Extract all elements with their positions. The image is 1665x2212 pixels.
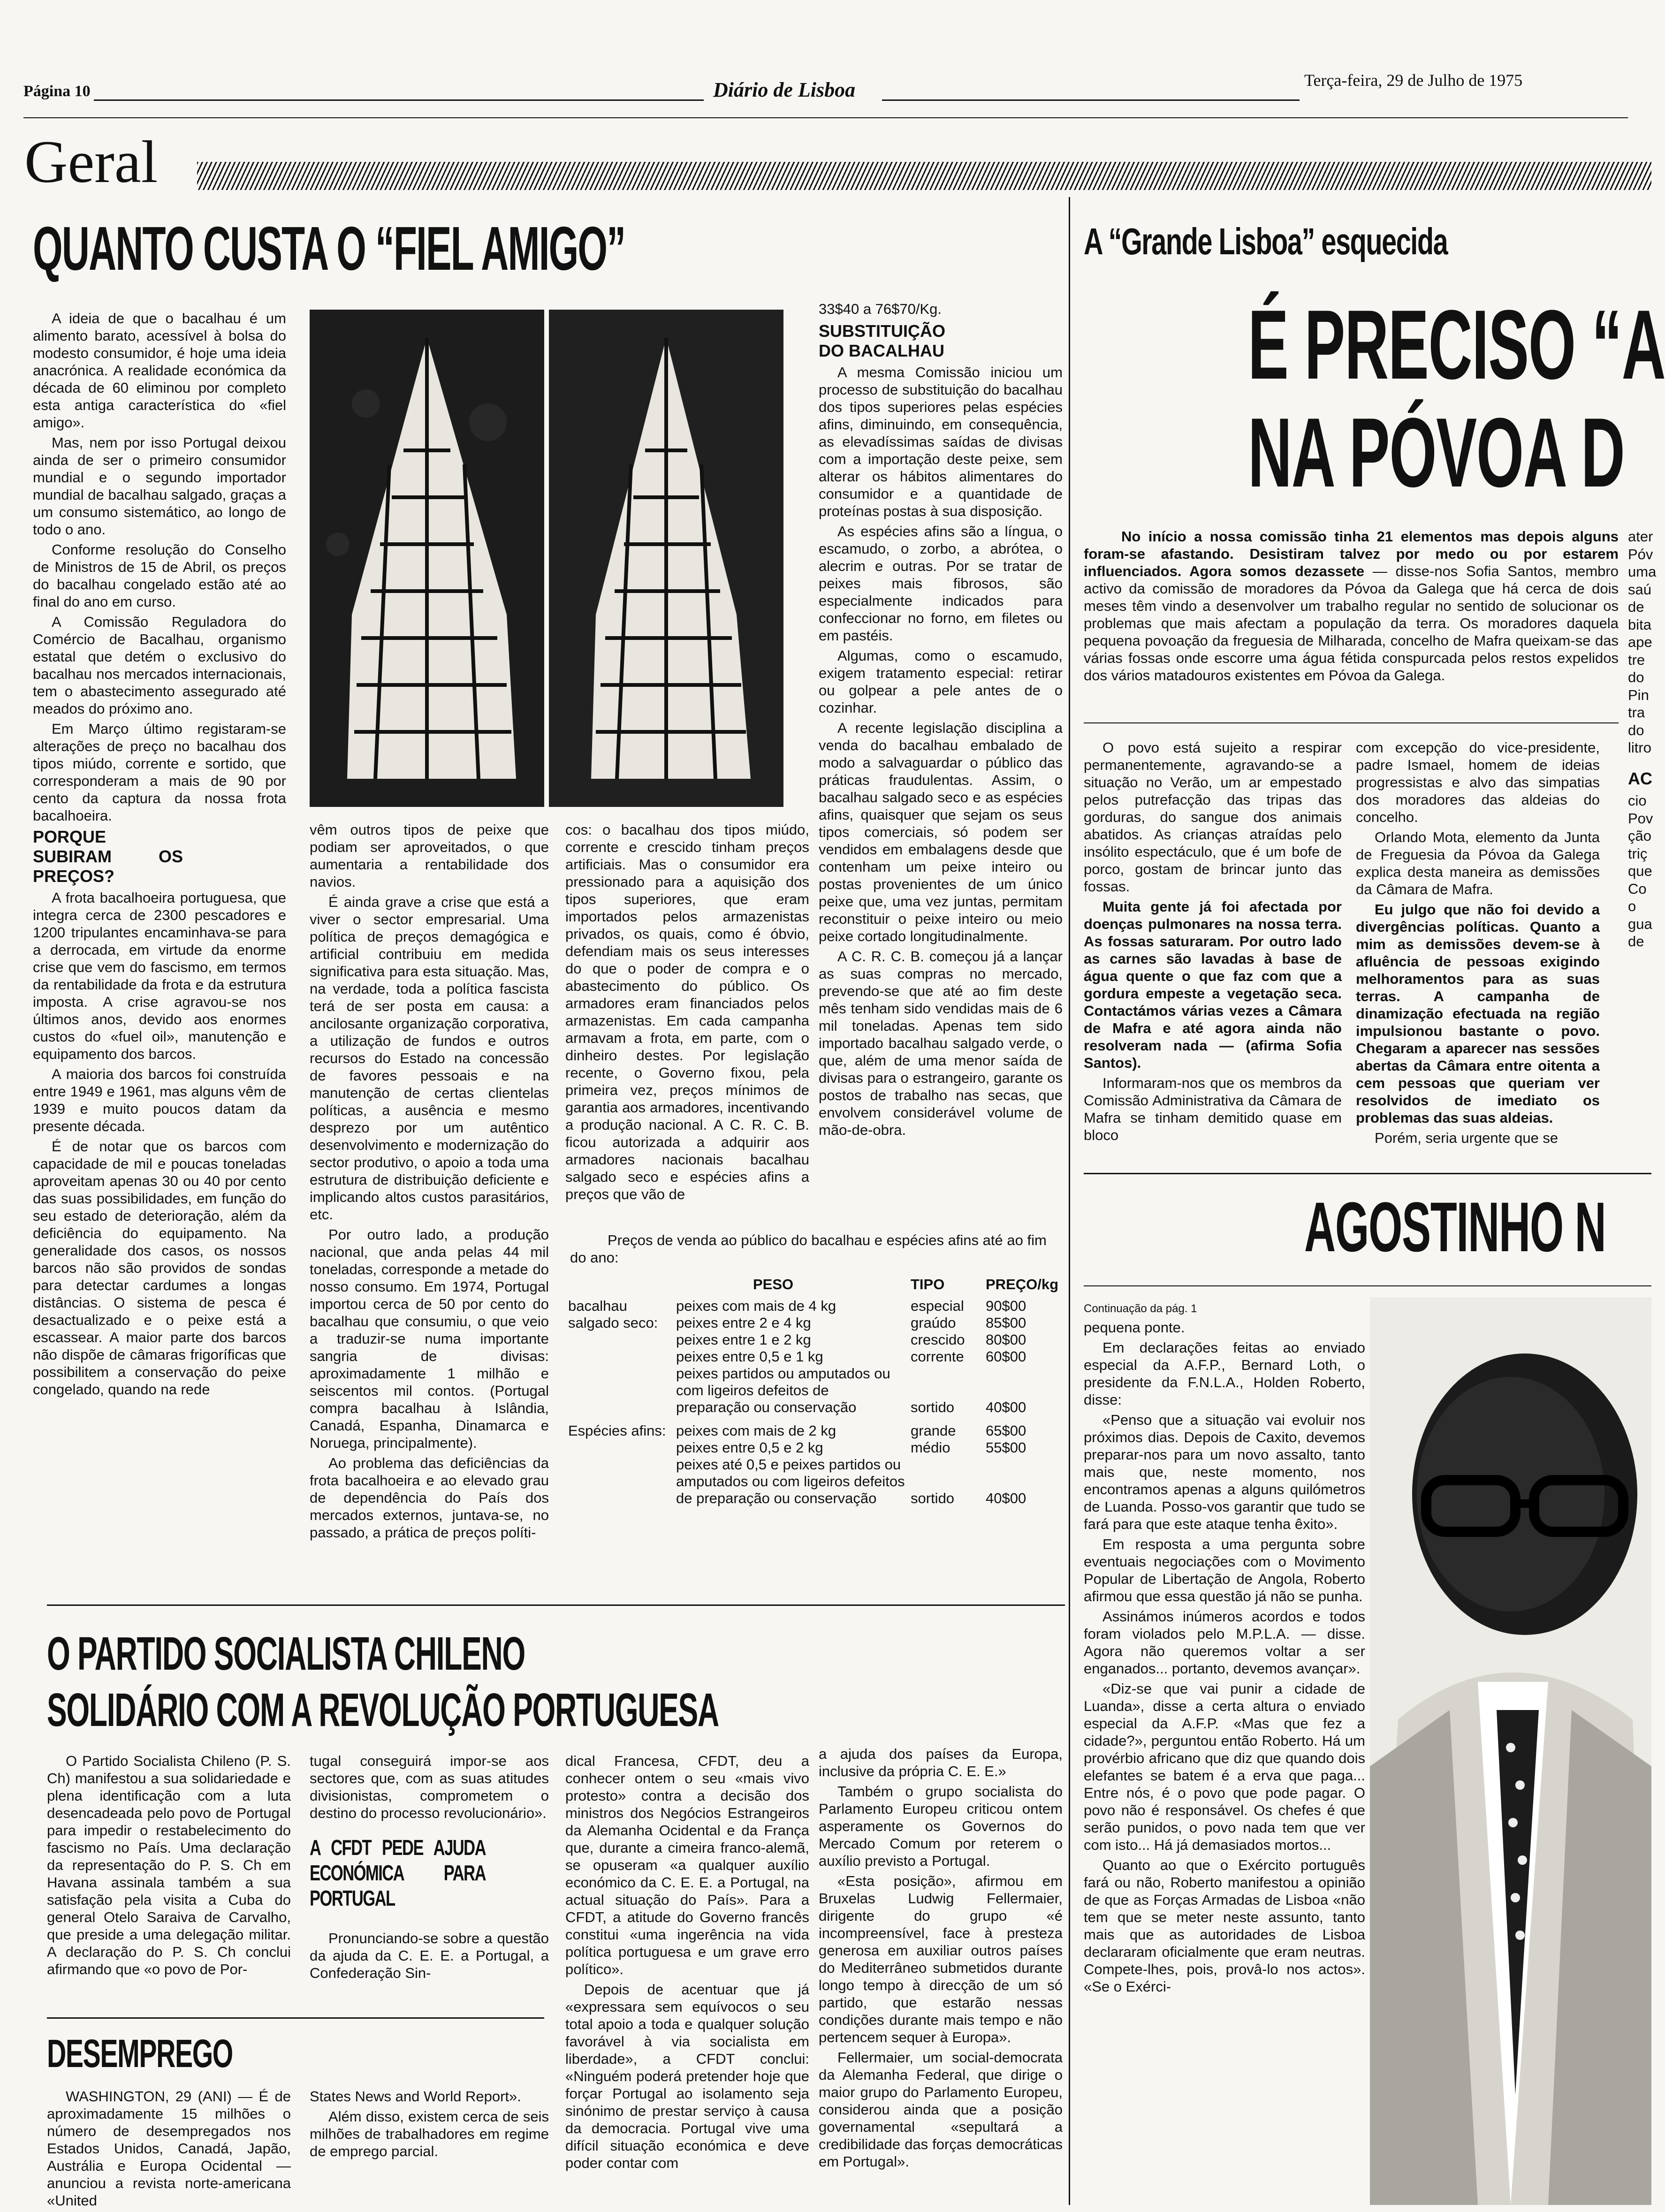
subheading-substituicao: SUBSTITUIÇÃO DO BACALHAU (819, 321, 945, 360)
paragraph: Algumas, como o escamudo, exigem tratamento especial: retirar ou golpear a pele antes de o cozinhar. (819, 647, 1063, 716)
headline-rule (1084, 1285, 1651, 1286)
fragment: Póv (1628, 546, 1653, 563)
paragraph: Por outro lado, a produção nacional, que anda pelas 44 mil toneladas, corresponde a metade do nosso consumo. Em 1974, Portugal importou cerca de 50 por cento do bacalhau que consumiu, o que veio a traduzir-se numa importante sangria de divisas: aproximadamente 1 milhão e seiscentos mil contos. (Portugal compra bacalhau à Islândia, Canadá, Espanha, Dinamarca e Noruega, principalmente). (310, 1226, 549, 1451)
fragment: ater (1628, 528, 1653, 545)
subheading-cfdt (310, 1835, 486, 1911)
paragraph: Informaram-nos que os membros da Comissão Administrativa da Câmara de Mafra se tinham demitido quase em bloco (1084, 1075, 1342, 1143)
cell-peso: peixes com mais de 2 kg (676, 1422, 836, 1439)
subheading-porque-subiram: PORQUE SUBIRAM OS PREÇOS? (33, 827, 183, 886)
paragraph: Além disso, existem cerca de seis milhões de trabalhadores em regime de emprego parcial. (310, 2108, 549, 2159)
cell-peso: peixes com mais de 4 kg (676, 1298, 836, 1314)
paragraph: Pronunciando-se sobre a questão da ajuda da C. E. E. a Portugal, a Confederação Sin- (310, 1930, 549, 1981)
fragment: tra (1628, 704, 1645, 721)
table-row (565, 1416, 1067, 1439)
fragment-heading: AC (1628, 768, 1652, 788)
desemprego-col2 (310, 2088, 549, 2163)
chileno-col3 (565, 1752, 809, 2174)
article-headline-bacalhau: QUANTO CUSTA O “FIEL AMIGO” (33, 214, 625, 283)
continuation-note: Continuação da pág. 1 (1084, 1302, 1197, 1315)
paragraph: A recente legislação disciplina a venda do bacalhau embalado de modo a salvaguardar o público das práticas fraudulentas. Assim, o bacalhau salgado seco e as espécies afins, quaisquer que sejam os seus tipos comerciais, só podem ser vendidos em embalagens desde que contenham um peixe inteiro ou postas provenientes de um único peixe que, uma vez juntas, permitam reconstituir o peixe inteiro ou meio peixe cortado longitudinalmente. (819, 720, 1063, 944)
fragment: litro (1628, 739, 1651, 756)
fragment: de (1628, 599, 1644, 615)
paragraph: O Partido Socialista Chileno (P. S. Ch) manifestou a sua solidariedade e plena identificação com a luta desencadeada pelo povo de Portugal para impedir o restabelecimento do fascismo no País. Uma declaração da representação do P. S. Ch em Havana assinala também a sua satisfação pela visita a Cuba do general Otelo Saraiva de Carvalho, que preside a uma delegação militar. A declaração do P. S. Ch conclui afirmando que «o povo de Por- (47, 1753, 291, 1977)
paragraph: Ao problema das deficiências da frota bacalhoeira e ao elevado grau de dependência do País dos mercados externos, juntava-se, no passado, a prática de preços políti- (310, 1455, 549, 1541)
bacalhau-col2 (310, 821, 549, 1544)
col-header-preco: PREÇO/kg (986, 1276, 1059, 1292)
paragraph: A ideia de que o bacalhau é um alimento barato, acessível à bolsa do modesto consumidor, é hoje uma ideia anacrónica. A realidade económica da década de 60 eliminou por completo esta antiga característica do «fiel amigo». (33, 310, 286, 431)
cell-preco: 80$00 (986, 1331, 1026, 1348)
paragraph: «Penso que a situação vai evoluir nos próximos dias. Depois de Caxito, devemos preparar-nos para um novo assalto, tanto mais que, neste momento, nos encontramos apenas a alguns quilómetros de Luanda. Posso-vos garantir que tudo se fará para que este ataque tenha êxito». (1084, 1412, 1365, 1532)
masthead-rule-left (94, 99, 704, 101)
issue-date: Terça-feira, 29 de Julho de 1975 (1304, 71, 1523, 90)
price-table (565, 1276, 1067, 1507)
cell-tipo: sortido (911, 1490, 955, 1506)
kicker-grande-lisboa: A “Grande Lisboa” esquecida (1084, 220, 1448, 262)
chileno-col2 (310, 1752, 549, 1984)
paragraph: A C. R. C. B. começou já a lançar as suas compras no mercado, prevendo-se que até ao fim deste mês tenham sido vendidas mais de 6 mil toneladas. Apenas tem sido importado bacalhau salgado verde, o que, além de uma menor saída de divisas para o estrangeiro, garante os postos de trabalho nas secas, que envolvem considerável volume de mão-de-obra. (819, 948, 1063, 1138)
table-row (565, 1298, 1067, 1315)
agostinho-col (1084, 1302, 1365, 1998)
desemprego-col1 (47, 2088, 291, 2212)
paragraph: Em resposta a uma pergunta sobre eventuais negociações com o Movimento Popular de Libertação de Angola, Roberto afirmou que essa questão já não se punha. (1084, 1536, 1365, 1604)
cell-peso: peixes entre 0,5 e 2 kg (676, 1439, 823, 1456)
photo-dried-cod-left (310, 310, 544, 807)
price-table-caption: Preços de venda ao público do bacalhau e espécies afins até ao fim do ano: (570, 1232, 1047, 1266)
paragraph-bold: Eu julgo que não foi devido a divergências políticas. Quanto a mim as demissões devem-se à afluência de pessoas exigindo melhoramentos para as suas terras. A campanha de dinamização efectuada na região impulsionou bastante o povo. Chegaram a aparecer nas sessões abertas da Câmara entre oitenta a cem pessoas que queriam ver resolvidos de imediato os problemas das suas aldeias. (1356, 901, 1600, 1126)
cell-peso: peixes partidos ou amputados ou com ligeiros defeitos de preparação ou conservação (676, 1365, 890, 1415)
col-header-peso: PESO (753, 1276, 794, 1292)
group-label: Espécies afins: (568, 1422, 666, 1439)
subheading-cfdt-text: A CFDT PEDE AJUDA ECONÓMICA PARA PORTUGAL (310, 1835, 486, 1910)
headline-e-preciso: É PRECISO “A (1248, 289, 1665, 400)
paragraph: pequena ponte. (1084, 1319, 1185, 1336)
photo-holden-roberto (1370, 1297, 1651, 2205)
headline-desemprego: DESEMPREGO (47, 2031, 233, 2075)
paragraph-bold: Muita gente já foi afectada por doenças pulmonares na nossa terra. As fossas saturaram. Por outro lado as carnes são lavadas à base de água quente o que faz com que a gordura empeste a vegetação seca. Contactámos várias vezes a Câmara de Mafra e até agora ainda não resolveram nada — (afirma Sofia Santos). (1084, 898, 1342, 1071)
paragraph: Em declarações feitas ao enviado especial da A.F.P., Bernard Loth, o presidente da F.N.L.A., Holden Roberto, disse: (1084, 1339, 1365, 1408)
column-divider (1069, 197, 1070, 2205)
paragraph: Conforme resolução do Conselho de Ministros de 15 de Abril, os preços do bacalhau congelado estão até ao final do ano em curso. (33, 541, 286, 610)
headline-partido-socialista-1: O PARTIDO SOCIALISTA CHILENO (47, 1627, 525, 1680)
cell-peso: peixes entre 1 e 2 kg (676, 1331, 811, 1348)
fragment: uma (1628, 563, 1657, 580)
paragraph: Fellermaier, um social-democrata da Alemanha Federal, que dirige o maior grupo do Parlamento Europeu, considerou ainda que a posição governamental «sepultará a credibilidade das forças democráticas em Portugal». (819, 2049, 1063, 2170)
headline-partido-socialista-2: SOLIDÁRIO COM A REVOLUÇÃO PORTUGUESA (47, 1684, 719, 1736)
section-label: Geral (24, 129, 158, 195)
paragraph: Depois de acentuar que já «expressara sem equívocos o seu total apoio a toda e qualquer solução favorável à via socialista em liberdade», a CFDT conclui: «Ninguém poderá pretender hoje que forçar Portugal ao isolamento seja sinónimo de prestar serviço à causa da democracia. Portugal vive uma difícil situação económica e deve poder contar com (565, 1981, 809, 2171)
cell-tipo: graúdo (911, 1315, 956, 1331)
fragment: Co (1628, 880, 1647, 897)
fragment: gua (1628, 915, 1652, 932)
paragraph: «Diz-se que vai punir a cidade de Luanda», disse a certa altura o enviado especial da A.F.P. «Mas que fez a cidade?», perguntou então Roberto. Há um provérbio africano que diz que quando dois elefantes se batem é a erva que paga... Entre nós, é o povo que pode pagar. O povo não é responsável. Os chefes é que serão punidos, o povo nada tem que ver com isto... Há já demasiados mortos... (1084, 1680, 1365, 1853)
paragraph: Quanto ao que o Exército português fará ou não, Roberto manifestou a opinião de que as Forças Armadas de Lisboa «não tem que se meter neste assunto, tanto mais que as autoridades de Lisboa declararam oficialmente que eram neutras. Compete-lhes, pois, provâ-lo nos actos». «Se o Exérci- (1084, 1857, 1365, 1995)
paragraph: As espécies afins são a língua, o escamudo, o zorbo, a abrótea, o alecrim e outras. Por se tratar de peixes mais fibrosos, são especialmente indicados para confeccionar no forno, em filetes ou em pastéis. (819, 523, 1063, 644)
paragraph: «Esta posição», afirmou em Bruxelas Ludwig Fellermaier, dirigente do grupo «é incompreensível, face à presteza generosa em auxiliar outros países do Mediterrâneo submetidos durante longo tempo à direcção de um só partido, que estarão nessas condições durante mais tempo e não pertencem sequer à Europa». (819, 1873, 1063, 2045)
cutoff-column (1628, 528, 1657, 950)
paragraph: O povo está sujeito a respirar permanentemente, agravando-se a situação no Verão, um ar empestado pelos putrefacção das tripas das gorduras, do sangue dos animais abatidos. As crianças atraídas pelo insólito espectáculo, que é um bofe de porco, gostam de brincar junto das fossas. (1084, 739, 1342, 895)
paragraph: Mas, nem por isso Portugal deixou ainda de ser o primeiro consumidor mundial e o segundo importador mundial de bacalhau salgado, graças a um consumo sistemático, ao longo de todo o ano. (33, 434, 286, 538)
cell-peso: peixes entre 2 e 4 kg (676, 1315, 811, 1331)
paragraph: WASHINGTON, 29 (ANI) — É de aproximadamente 15 milhões o número de desempregados nos Estados Unidos, Canadá, Japão, Austrália e Europa Ocidental — anunciou a revista norte-americana «United (47, 2088, 291, 2209)
chileno-col4 (819, 1745, 1063, 2173)
cell-preco: 40$00 (986, 1490, 1026, 1506)
bacalhau-col1 (33, 310, 286, 1401)
cell-peso: peixes até 0,5 e peixes partidos ou amputados ou com ligeiros defeitos de preparação ou conservação (676, 1456, 905, 1506)
paragraph: É de notar que os barcos com capacidade de mil e poucas toneladas aproveitam apenas 30 ou 40 por cento das suas possibilidades, em função do seu estado de deterioração, além da deficiência do equipamento. Na generalidade dos casos, os nossos barcos não são providos de sondas para detectar cardumes a longas distâncias. O sistema de pesca é desactualizado e o peixe está a escassear. A maior parte dos barcos não dispõe de câmaras frigoríficas que possibilitem a conservação do peixe congelado, quando na rede (33, 1138, 286, 1398)
povoa-lede (1084, 528, 1619, 687)
paragraph: States News and World Report». (310, 2088, 521, 2105)
fragment: bita (1628, 616, 1651, 633)
fragment: ape (1628, 634, 1652, 650)
paper-name: Diário de Lisboa (713, 78, 856, 101)
cell-preco: 90$00 (986, 1298, 1026, 1314)
price-range: 33$40 a 76$70/Kg. (819, 301, 942, 317)
paragraph: Em Março último registaram-se alterações de preço no bacalhau dos tipos miúdo, corrente e sortido, que corresponderam a mais de 90 por cento da captura da nossa frota bacalhoeira. (33, 721, 286, 824)
paragraph: É ainda grave a crise que está a viver o sector empresarial. Uma política de preços demagógica e artificial contribuiu em medida significativa para esta situação. Mas, na verdade, toda a política fascista terá de ser posta em causa: a ancilosante organização corporativa, a utilização de fundos e outros recursos do Estado na concessão de favores pessoais e na manutenção de certas clientelas políticas, a ausência e mesmo desprezo por um autêntico desenvolvimento e modernização do sector produtivo, o apoio a toda uma estrutura de distribuição deficiente e implicando altos custos parasitários, etc. (310, 894, 549, 1223)
paragraph: A Comissão Reguladora do Comércio de Bacalhau, organismo estatal que detém o exclusivo do bacalhau nos mercados internacionais, tem o abastecimento assegurado até meados do próximo ano. (33, 614, 286, 717)
povoa-col2 (1356, 739, 1600, 1149)
cell-tipo: médio (911, 1439, 950, 1456)
masthead-bottom-rule (23, 117, 1628, 118)
paragraph: Também o grupo socialista do Parlamento Europeu criticou ontem asperamente os Governos do Mercado Comum por reterem o auxílio previsto a Portugal. (819, 1783, 1063, 1869)
paragraph: tugal conseguirá impor-se aos sectores que, com as suas atitudes divisionistas, comprometem o destino do processo revolucionário». (310, 1753, 549, 1821)
fragment: triç (1628, 845, 1648, 862)
fragment: Pov (1628, 810, 1653, 827)
lede-rule (1084, 722, 1619, 723)
paragraph: cos: o bacalhau dos tipos miúdo, corrente e crescido tinham preços artificiais. Mas o consumidor era pressionado para a aquisição dos tipos superiores, que eram importados pelos armazenistas privados, os quais, como é óbvio, defendiam mais os seus interesses do que o poder de compra e o abastecimento do público. Os armadores eram financiados pelos armazenistas. Em cada campanha armavam a frota, em parte, com o dinheiro destes. Por legislação recente, o Governo fixou, pela primeira vez, preços mínimos de garantia aos armadores, incentivando a produção nacional. A C. R. C. B. ficou autorizada a adquirir aos armadores nacionais bacalhau salgado seco e espécies afins a preços que vão de (565, 821, 809, 1202)
paragraph: A maioria dos barcos foi construída entre 1949 e 1961, mas alguns vêm de 1939 e muito poucos datam da presente década. (33, 1066, 286, 1134)
paragraph: A frota bacalhoeira portuguesa, que integra cerca de 2300 pescadores e 1200 tripulantes encaminhava-se para a derrocada, em virtude da enorme crise que vem do fascismo, em termos da rentabilidade da frota e da estrutura imposta. A crise agravou-se nos últimos anos, devido aos enormes custos do «fuel oil», manutenção e equipamento dos barcos. (33, 889, 286, 1062)
chileno-col1 (47, 1752, 291, 1981)
lede-bold (1084, 528, 1619, 684)
lede-text: — disse-nos Sofia Santos, membro activo da comissão de moradores da Póvoa da Galega que há cerca de dois meses têm vindo a desenvolver um trabalho regular no sentido de solucionar os problemas que mais afectam a população da terra. Os moradores daquela pequena povoação da freguesia de Milharada, concelho de Mafra queixam-se das várias fossas onde escorre uma água fétida conspurcada pelos restos expelidos dos vários matadouros existentes em Póvoa da Galega. (1084, 563, 1619, 684)
masthead-rule-right (882, 99, 1300, 101)
cell-preco: 65$00 (986, 1422, 1026, 1439)
cell-tipo: crescido (911, 1331, 965, 1348)
fragment: cio (1628, 792, 1647, 809)
povoa-col1 (1084, 739, 1342, 1147)
paragraph: A mesma Comissão iniciou um processo de substituição do bacalhau dos tipos superiores pelas espécies afins, diminuindo, em consequência, as elevadíssimas saídas de divisas com a importação deste peixe, sem alterar os hábitos alimentares do consumidor e a quantidade de proteínas postas à sua disposição. (819, 364, 1063, 519)
cell-tipo: especial (911, 1298, 964, 1314)
col-header-tipo: TIPO (911, 1276, 945, 1292)
fragment: do (1628, 722, 1644, 738)
headline-na-povoa: NA PÓVOA D (1248, 397, 1625, 508)
paragraph: Assinámos inúmeros acordos e todos foram violados pelo M.P.L.A. — disse. Agora não queremos voltar a ser enganados... portanto, devemos avançar». (1084, 1608, 1365, 1677)
paragraph: Orlando Mota, elemento da Junta de Freguesia da Póvoa da Galega explica desta maneira as demissões da Câmara de Mafra. (1356, 829, 1600, 897)
bacalhau-col3 (565, 821, 809, 1206)
paragraph: Porém, seria urgente que se (1375, 1130, 1559, 1146)
cell-peso: peixes entre 0,5 e 1 kg (676, 1348, 823, 1365)
group-label: bacalhau salgado seco: (568, 1298, 658, 1331)
page-number: Página 10 (23, 83, 91, 100)
cell-tipo: grande (911, 1422, 956, 1439)
article-divider-right (1084, 1173, 1651, 1174)
masthead (23, 70, 1628, 113)
lede-bold-text: No início a nossa comissão tinha 21 elementos mas depois alguns foram-se afastando. Desistiram talvez por medo ou por estarem influenciados. Agora somos dezassete (1084, 528, 1619, 579)
fragment: de (1628, 933, 1644, 950)
cell-tipo: corrente (911, 1348, 964, 1365)
cell-tipo: sortido (911, 1399, 955, 1415)
cell-preco: 60$00 (986, 1348, 1026, 1365)
photo-dried-cod-right (549, 310, 783, 807)
section-hatch (197, 162, 1651, 190)
article-divider-desemprego (47, 2017, 544, 2019)
cell-preco: 55$00 (986, 1439, 1026, 1456)
bacalhau-col4 (819, 300, 1063, 1141)
fragment: ção (1628, 828, 1651, 844)
paragraph: a ajuda dos países da Europa, inclusive da própria C. E. E.» (819, 1746, 1063, 1779)
fragment: tre (1628, 651, 1645, 668)
fragment: saú (1628, 581, 1651, 598)
cell-preco: 85$00 (986, 1315, 1026, 1331)
fragment: do (1628, 669, 1644, 685)
paragraph: dical Francesa, CFDT, deu a conhecer ontem o seu «mais vivo protesto» contra a decisão dos ministros dos Negócios Estrangeiros da Alemanha Ocidental e da França que, durante a cimeira franco-alemã, se opuseram «a qualquer auxílio económico da C. E. E. a Portugal, na actual situação do País». Para a CFDT, a atitude do Governo francês constitui «uma ingerência na vida política portuguesa e um grave erro político». (565, 1753, 809, 1977)
paragraph: vêm outros tipos de peixe que podiam ser aproveitados, o que aumentaria a rentabilidade dos navios. (310, 821, 549, 890)
cell-preco: 40$00 (986, 1399, 1026, 1415)
fragment: o (1628, 898, 1636, 914)
fragment: que (1628, 863, 1652, 879)
paragraph: com excepção do vice-presidente, padre Ismael, homem de ideias progressistas e alvo das simpatias dos moradores das aldeias do concelho. (1356, 739, 1600, 825)
article-divider (47, 1604, 1065, 1606)
fragment: Pin (1628, 686, 1649, 703)
headline-agostinho: AGOSTINHO N (1304, 1187, 1606, 1266)
